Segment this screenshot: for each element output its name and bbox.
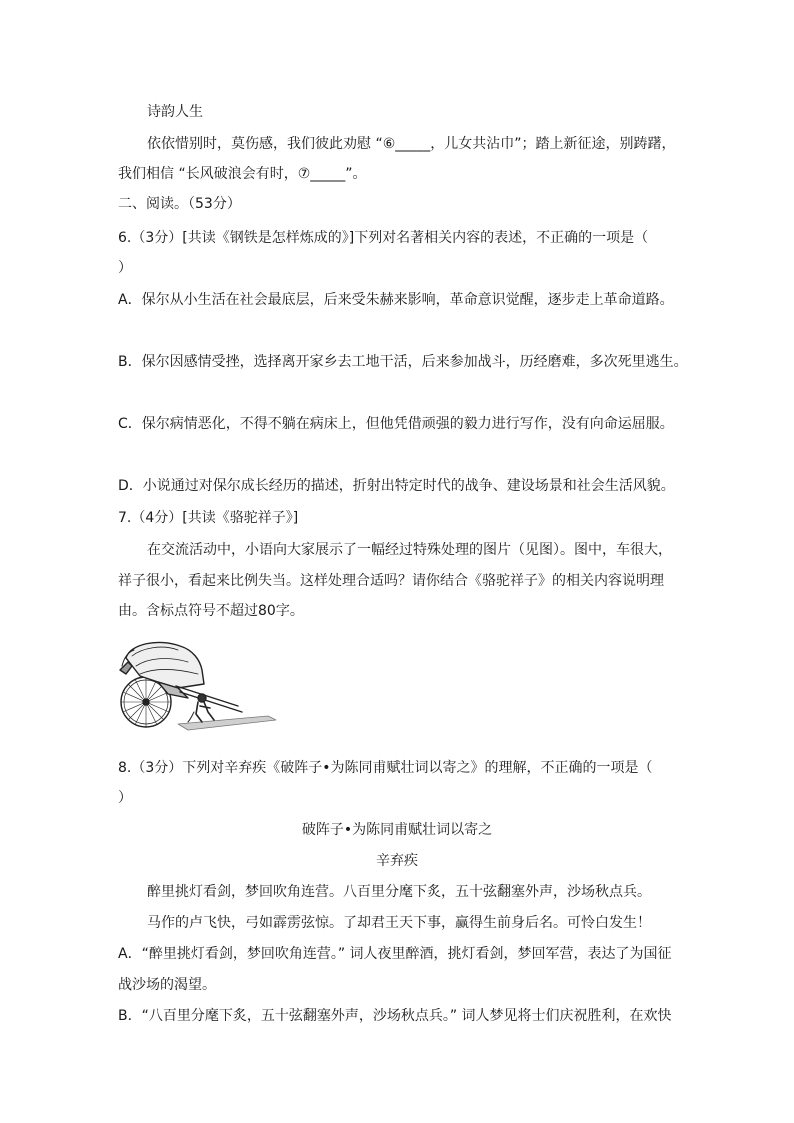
question-6-option-b: B．保尔因感情受挫，选择离开家乡去工地干活，后来参加战斗，历经磨难，多次死里逃生。 [118,354,688,370]
question-8-stem-cont: ） [118,790,132,806]
poem-section-title: 诗韵人生 [147,104,203,120]
poem-section-line-2: 我们相信 “长风破浪会有时，⑦_____”。 [118,166,367,182]
question-8-poem-line-2: 马作的卢飞快，弓如霹雳弦惊。了却君王天下事，赢得生前身后名。可怜白发生！ [147,915,651,931]
question-8-option-a-line-2: 战沙场的渴望。 [118,977,216,993]
question-6-option-a: A．保尔从小生活在社会最底层，后来受朱赫来影响，革命意识觉醒，逐步走上革命道路。 [118,292,674,308]
question-6-stem: 6.（3分）[共读《钢铁是怎样炼成的》]下列对名著相关内容的表述，不正确的一项是（ [118,230,649,246]
question-7-stem: 7.（4分）[共读《骆驼祥子》] [118,510,299,526]
question-7-para-3: 由。含标点符号不超过80字。 [118,603,304,619]
question-8-stem: 8.（3分）下列对辛弃疾《破阵子•为陈同甫赋壮词以寄之》的理解，不正确的一项是（ [118,760,653,776]
section-2-title: 二、阅读。（53分） [118,196,241,212]
question-6-option-c: C．保尔病情恶化，不得不躺在病床上，但他凭借顽强的毅力进行写作，没有向命运屈服。 [118,416,674,432]
question-8-poem-title: 破阵子•为陈同甫赋壮词以寄之 [301,822,493,838]
poem-section-line-1: 依依惜别时，莫伤感，我们彼此劝慰 “⑥_____，儿女共沾巾”；踏上新征途，别踌躇， [147,136,676,152]
question-8-option-b-line-1: B．“八百里分麾下炙，五十弦翻塞外声，沙场秋点兵。” 词人梦见将士们庆祝胜利，在欢快 [118,1008,672,1024]
question-7-para-1: 在交流活动中，小语向大家展示了一幅经过特殊处理的图片（见图）。图中，车很大， [147,542,672,558]
question-8-poem-line-1: 醉里挑灯看剑，梦回吹角连营。八百里分麾下炙，五十弦翻塞外声，沙场秋点兵。 [147,884,651,900]
question-7-para-2: 祥子很小，看起来比例失当。这样处理合适吗？请你结合《骆驼祥子》的相关内容说明理 [118,573,664,589]
question-6-option-d: D．小说通过对保尔成长经历的描述，折射出特定时代的战争、建设场景和社会生活风貌。 [118,478,675,494]
question-6-stem-cont: ） [118,260,132,276]
rickshaw-illustration [118,636,280,734]
question-8-poem-author: 辛弃疾 [376,853,418,869]
question-8-option-a-line-1: A．“醉里挑灯看剑，梦回吹角连营。” 词人夜里醉酒，挑灯看剑，梦回军营，表达了为国征 [118,946,672,962]
